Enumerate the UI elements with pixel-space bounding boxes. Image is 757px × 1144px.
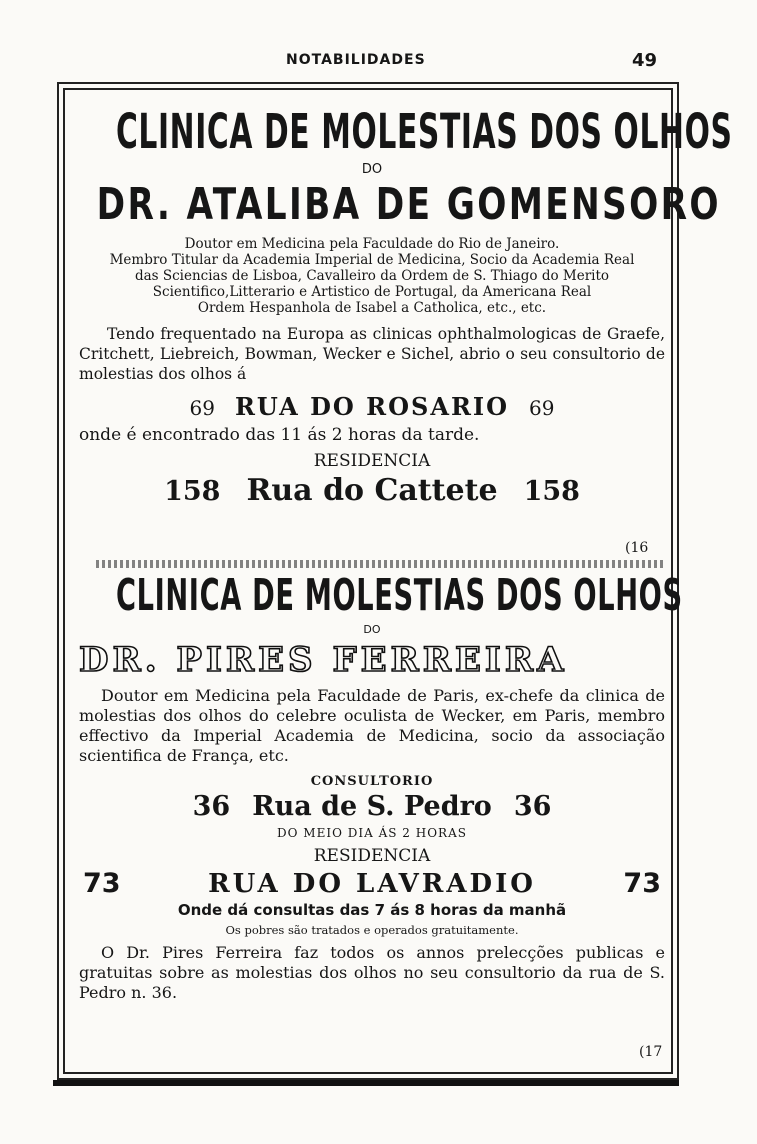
residence-street: Rua do Cattete xyxy=(246,473,498,508)
ad2-reference: (17 xyxy=(639,1044,663,1060)
ad1-hours: onde é encontrado das 11 ás 2 horas da tarde. xyxy=(79,425,480,445)
ad1-headline: CLINICA DE MOLESTIAS DOS OLHOS xyxy=(115,104,733,160)
ad2-do: DO xyxy=(363,623,381,636)
advertisement-gomensoro xyxy=(79,104,733,508)
residence-number: 158 xyxy=(164,476,221,507)
ad2-consult-address xyxy=(79,791,665,822)
ad2-doctor-name: DR. PIRES FERREIRA xyxy=(79,640,568,680)
consult-number: 36 xyxy=(192,791,231,822)
ad1-residence-label: RESIDENCIA xyxy=(313,451,431,471)
ad2-consult-hours: DO MEIO DIA ÁS 2 HORAS xyxy=(277,826,467,840)
residence-number: 73 xyxy=(623,868,661,899)
credential-line: Membro Titular da Academia Imperial de Medicina, Socio da Academia Real xyxy=(109,252,635,268)
credential-line: Scientifico,Litterario e Artistico de Portugal, da Americana Real xyxy=(152,284,592,300)
credential-line: Doutor em Medicina pela Faculdade do Rio de Janeiro. xyxy=(184,236,560,252)
ad1-doctor-name: DR. ATALIBA DE GOMENSORO xyxy=(96,179,721,230)
ad2-consult-label: CONSULTORIO xyxy=(310,774,434,789)
ad2-closing: O Dr. Pires Ferreira faz todos os annos prelecções publicas e gratuitas sobre as molestias dos olhos no seu consultorio da rua de S. Pedro n. 36. xyxy=(79,943,665,1002)
ad2-headline: CLINICA DE MOLESTIAS DOS OLHOS xyxy=(115,570,683,621)
ad2-poor-note: Os pobres são tratados e operados gratuitamente. xyxy=(225,923,519,937)
residence-street: RUA DO LAVRADIO xyxy=(208,869,536,899)
separator-rule xyxy=(96,560,666,568)
page-number: 49 xyxy=(632,50,658,71)
credential-line: Ordem Hespanhola de Isabel a Catholica, etc., etc. xyxy=(197,300,547,316)
ad1-residence xyxy=(79,473,665,508)
ad2-residence xyxy=(79,868,665,899)
ad2-residence-hours: Onde dá consultas das 7 ás 8 horas da manhã xyxy=(177,901,567,919)
ad1-reference: (16 xyxy=(625,540,649,556)
credential-line: das Sciencias de Lisboa, Cavalleiro da Ordem de S. Thiago do Merito xyxy=(134,268,610,284)
consult-number: 36 xyxy=(513,791,552,822)
ad2-residence-label: RESIDENCIA xyxy=(313,846,431,866)
ad2-paragraph: Doutor em Medicina pela Faculdade de Paris, ex-chefe da clinica de molestias dos olhos do celebre oculista de Wecker, em Paris, membro effectivo da Imperial Academia de Medicina, socio da associação scientifica de França, etc. xyxy=(79,686,665,765)
consult-street: Rua de S. Pedro xyxy=(252,791,492,822)
residence-number: 73 xyxy=(83,868,121,899)
advertisement-pires-ferreira xyxy=(79,570,683,1003)
address-number: 69 xyxy=(189,396,215,420)
address-number: 69 xyxy=(529,396,555,420)
ad1-address xyxy=(79,392,665,421)
address-street: RUA DO ROSARIO xyxy=(234,392,510,421)
ad1-paragraph: Tendo frequentado na Europa as clinicas ophthalmologicas de Graefe, Critchett, Liebreich, Bowman, Wecker e Sichel, abrio o seu consultorio de molestias dos olhos á xyxy=(79,325,665,383)
ad1-credentials xyxy=(79,236,665,316)
advertisement-frame xyxy=(63,88,733,1074)
residence-number: 158 xyxy=(523,476,580,507)
running-title: NOTABILIDADES xyxy=(286,52,426,68)
ad1-do: DO xyxy=(361,162,383,177)
